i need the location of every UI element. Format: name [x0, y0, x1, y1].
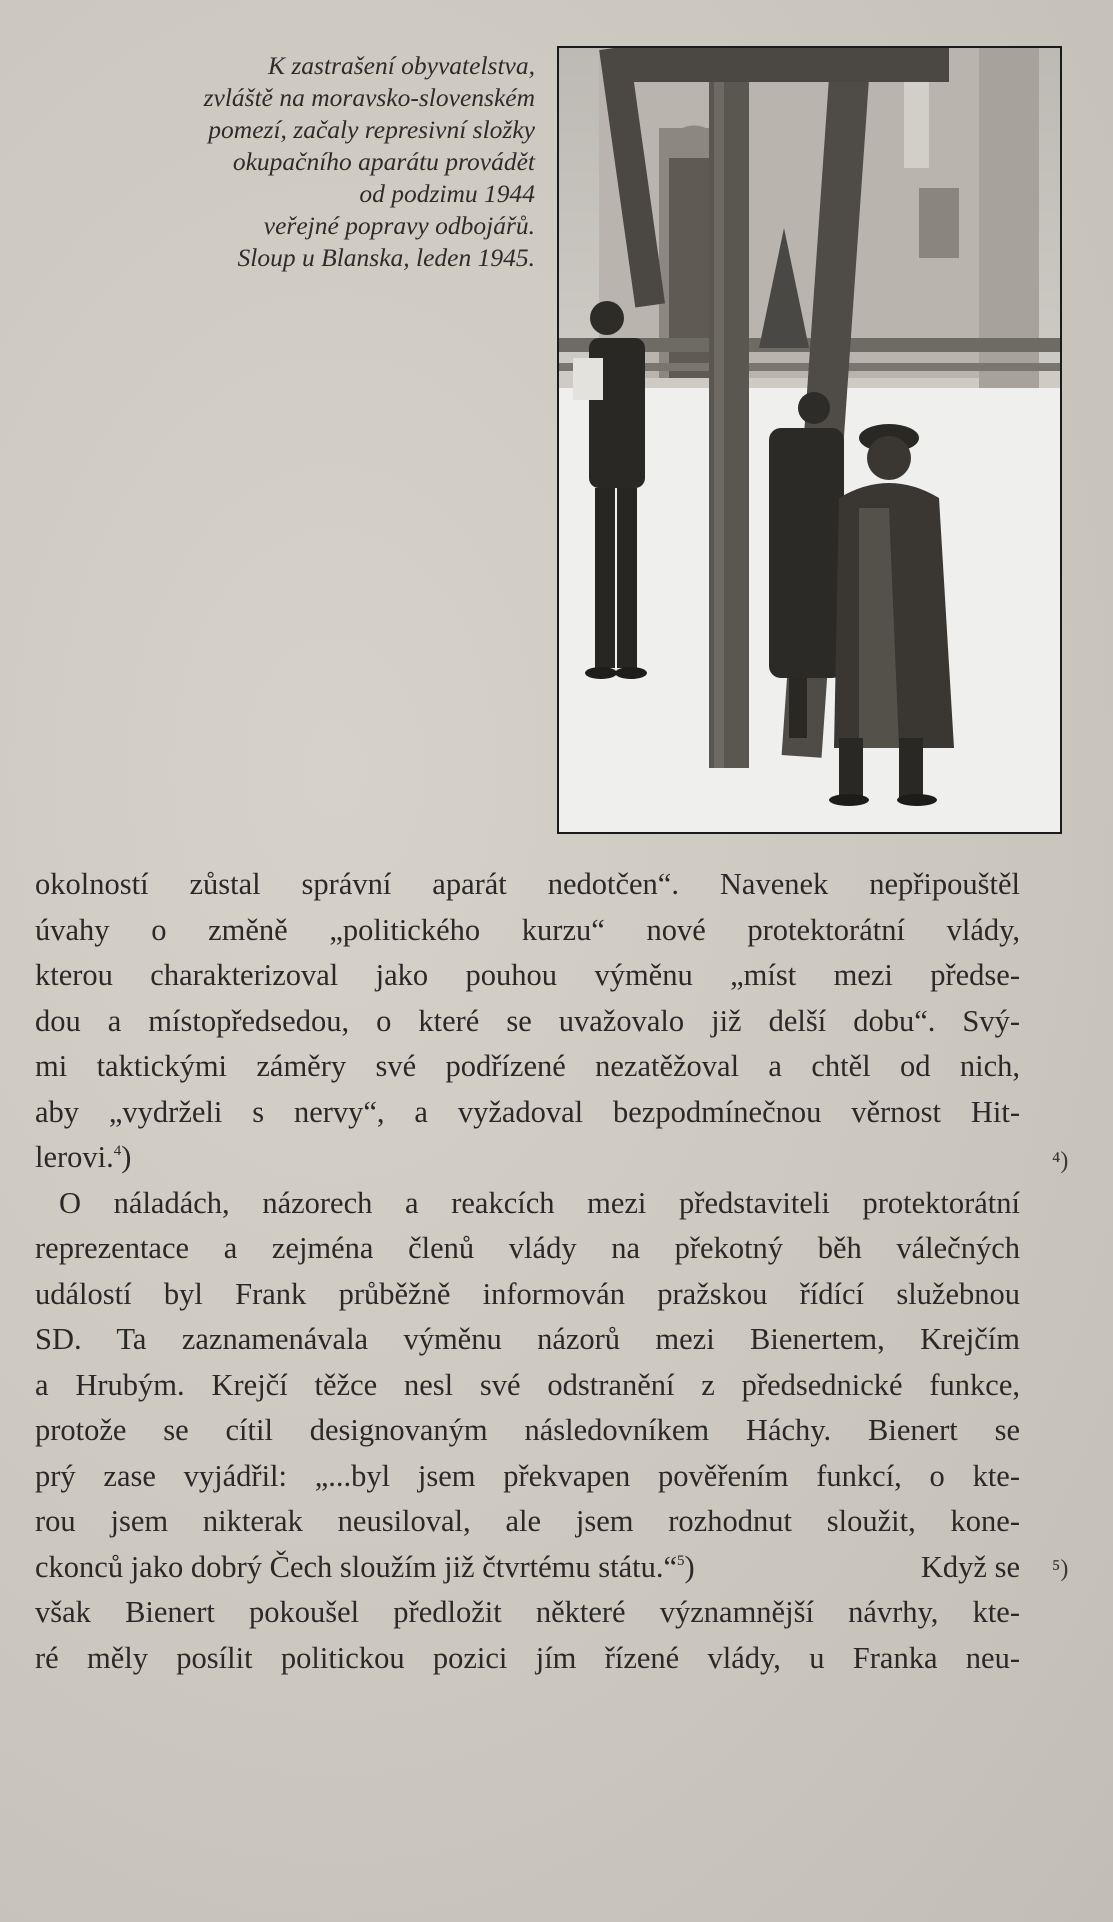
text-line-tail: Když se	[920, 1549, 1020, 1584]
caption-line: Sloup u Blanska, leden 1945.	[237, 243, 535, 272]
text-line: událostí byl Frank průběžně informován pražskou řídící služebnou	[35, 1276, 1020, 1311]
footnote-mark: 5	[677, 1552, 685, 1569]
text-line: rou jsem nikterak neusiloval, ale jsem rozhodnut sloužit, kone-	[35, 1504, 1020, 1538]
text-line: mi taktickými záměry své podřízené nezatěžoval a chtěl od nich,	[35, 1049, 1020, 1083]
caption-line: pomezí, začaly represivní složky	[208, 115, 535, 144]
text-line-with-footnote	[35, 1545, 1020, 1591]
caption-line: okupačního aparátu provádět	[232, 147, 535, 176]
text-line: aby „vydrželi s nervy“, a vyžadoval bezpodmínečnou věrnost Hit-	[35, 1094, 1020, 1129]
photo-illustration	[559, 48, 1060, 832]
text-line-part: ckonců jako dobrý Čech sloužím již čtvrtému státu.“	[35, 1549, 678, 1584]
text-line: SD. Ta zaznamenávala výměnu názorů mezi Bienertem, Krejčím	[35, 1322, 1020, 1356]
text-line: kterou charakterizoval jako pouhou výměnu „míst mezi předse-	[35, 958, 1020, 992]
caption-line: od podzimu 1944	[359, 179, 535, 208]
body-text	[35, 862, 1020, 1681]
caption-line: K zastrašení obyvatelstva,	[267, 51, 535, 80]
text-line: ré měly posílit politickou pozici jím řízené vlády, u Franka neu-	[35, 1640, 1020, 1675]
text-line: však Bienert pokoušel předložit některé významnější návrhy, kte-	[35, 1595, 1020, 1629]
margin-footnote-note: ⁴)	[1052, 1148, 1069, 1174]
footnote-mark: 4	[113, 1143, 122, 1159]
margin-footnote-note: ⁵)	[1052, 1556, 1069, 1582]
photo-caption	[140, 50, 535, 274]
text-line: prý zase vyjádřil: „...byl jsem překvapen pověřením funkcí, o kte-	[35, 1458, 1020, 1493]
text-line: okolností zůstal správní aparát nedotčen“. Navenek nepřipouštěl	[35, 867, 1020, 901]
text-line-last-paragraph: lerovi.$^4$)	[35, 1140, 132, 1174]
historical-photograph	[557, 46, 1062, 834]
caption-line: zvláště na moravsko-slovenském	[203, 83, 535, 112]
text-line: a Hrubým. Krejčí těžce nesl své odstranění z předsednické funkce,	[35, 1367, 1020, 1402]
text-line: dou a místopředsedou, o které se uvažovalo již delší dobu“. Svý-	[35, 1003, 1020, 1038]
text-line: O náladách, názorech a reakcích mezi představiteli protektorátní	[59, 1185, 1020, 1220]
text-line: úvahy o změně „politického kurzu“ nové protektorátní vlády,	[35, 912, 1020, 947]
caption-line: veřejné popravy odbojářů.	[263, 211, 535, 240]
text-line: reprezentace a zejména členů vlády na překotný běh válečných	[35, 1231, 1020, 1265]
text-line-content: lerovi.	[35, 1140, 114, 1174]
text-line-content: ckonců jako dobrý Čech sloužím již čtvrtému státu.“$^5$)	[35, 1549, 695, 1584]
text-line: protože se cítil designovaným následovníkem Háchy. Bienert se	[35, 1413, 1020, 1447]
